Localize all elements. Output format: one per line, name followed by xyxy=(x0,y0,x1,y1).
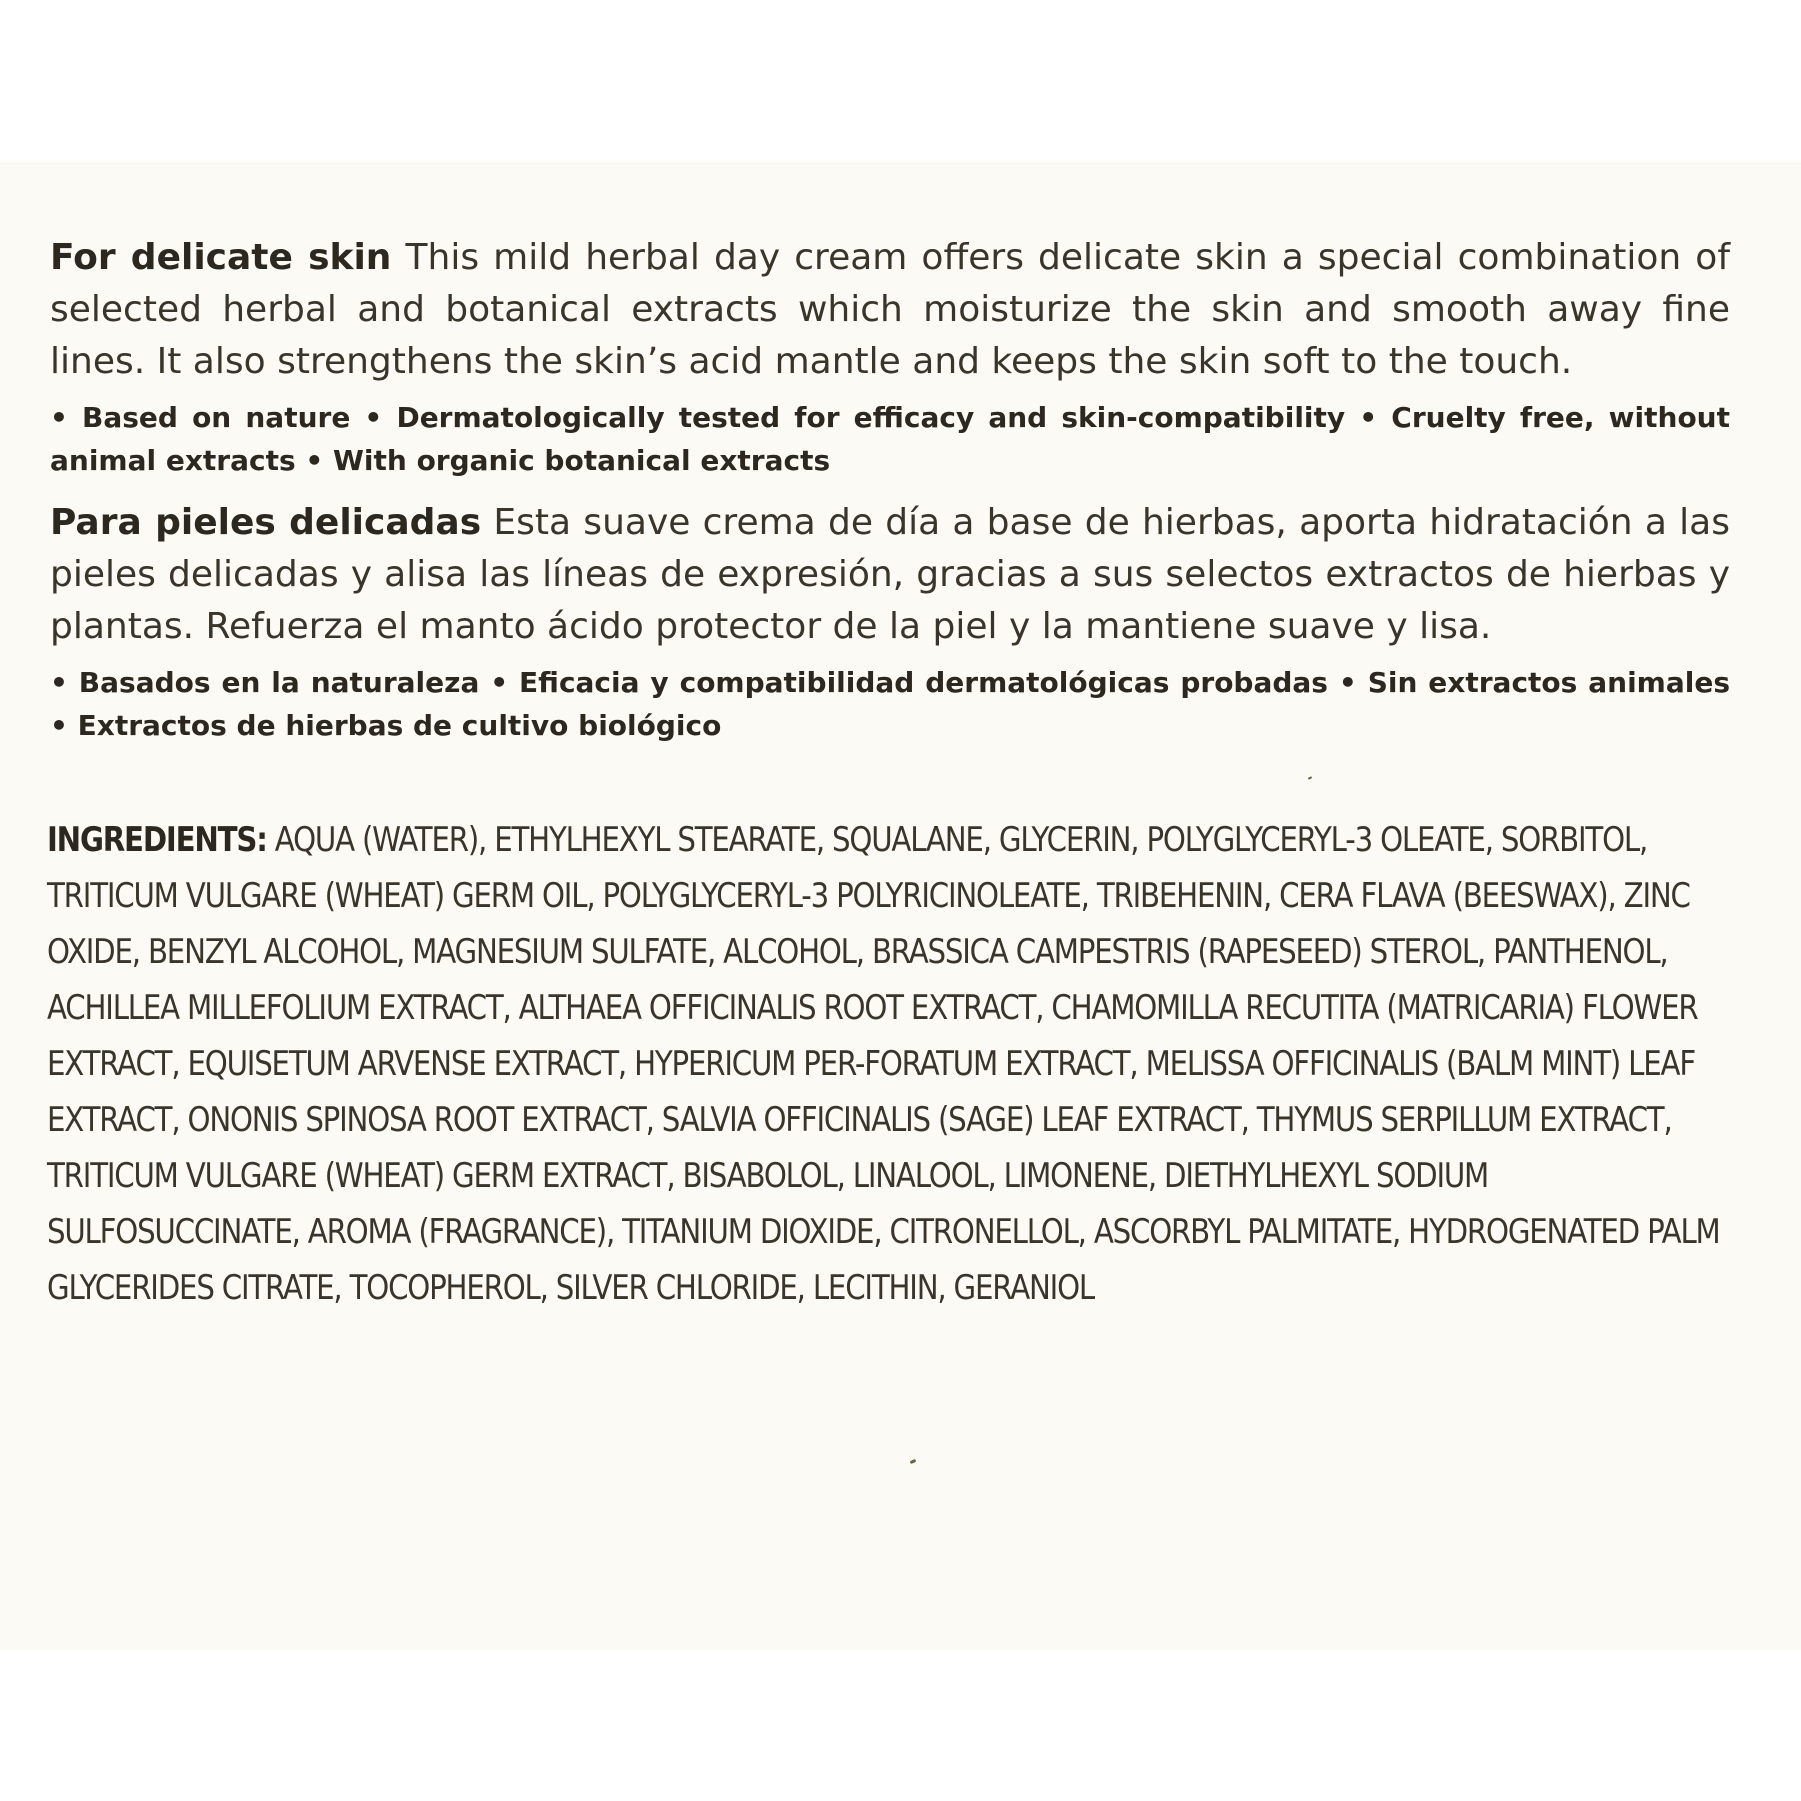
english-body: This mild herbal day cream offers delicate skin a special combination of selected herbal and botanical extracts which moisturize the skin and smooth away fine lines. It also strengthens the skin’s acid mantle and keeps the skin soft to the touch. xyxy=(50,237,1730,382)
spanish-body: Esta suave crema de día a base de hierbas, aporta hidratación a las pieles delicadas y alisa las líneas de expresión, gracias a sus selectos extractos de hierbas y plantas. Refuerza el manto ácido protector de la piel y la mantiene suave y lisa. xyxy=(50,502,1730,647)
print-speck xyxy=(910,1459,917,1464)
english-claims: • Based on nature • Dermatologically tested for efficacy and skin-compatibility • Cruelty free, without animal extracts • With organic botanical extracts xyxy=(50,401,1730,477)
spanish-section xyxy=(50,497,1730,747)
spanish-description xyxy=(50,497,1730,653)
ingredients-section xyxy=(47,812,1728,1316)
english-description xyxy=(50,232,1730,388)
spanish-heading: Para pieles delicadas xyxy=(50,502,482,543)
english-heading: For delicate skin xyxy=(50,237,392,278)
english-section xyxy=(50,232,1730,482)
ingredients-label: INGREDIENTS: xyxy=(47,820,267,860)
print-speck xyxy=(1308,776,1312,780)
spanish-claims: • Basados en la naturaleza • Eficacia y compatibilidad dermatológicas probadas • Sin extractos animales • Extractos de hierbas de cultivo biológico xyxy=(50,666,1730,742)
ingredients-list: AQUA (WATER), ETHYLHEXYL STEARATE, SQUALANE, GLYCERIN, POLYGLYCERYL-3 OLEATE, SORBITOL, TRITICUM VULGARE (WHEAT) GERM OIL, POLYGLYCERYL-3 POLYRICINOLEATE, TRIBEHENIN, CERA FLAVA (BEESWAX), ZINC OXIDE, BENZYL ALCOHOL, MAGNESIUM SULFATE, ALCOHOL, BRASSICA CAMPESTRIS (RAPESEED) STEROL, PANTHENOL, ACHILLEA MILLEFOLIUM EXTRACT, ALTHAEA OFFICINALIS ROOT EXTRACT, CHAMOMILLA RECUTITA (MATRICARIA) FLOWER EXTRACT, EQUISETUM ARVENSE EXTRACT, HYPERICUM PER-FORATUM EXTRACT, MELISSA OFFICINALIS (BALM MINT) LEAF EXTRACT, ONONIS SPINOSA ROOT EXTRACT, SALVIA OFFICINALIS (SAGE) LEAF EXTRACT, THYMUS SERPILLUM EXTRACT, TRITICUM VULGARE (WHEAT) GERM EXTRACT, BISABOLOL, LINALOOL, LIMONENE, DIETHYLHEXYL SODIUM SULFOSUCCINATE, AROMA (FRAGRANCE), TITANIUM DIOXIDE, CITRONELLOL, ASCORBYL PALMITATE, HYDROGENATED PALM GLYCERIDES CITRATE, TOCOPHEROL, SILVER CHLORIDE, LECITHIN, GERANIOL xyxy=(47,820,1720,1308)
